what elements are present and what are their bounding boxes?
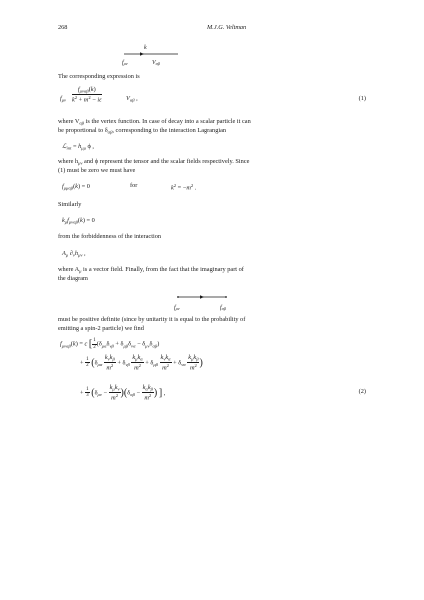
text-line-1: The corresponding expression is xyxy=(58,73,140,80)
vertex-label-right: fαβ xyxy=(220,305,226,312)
equation-number-1: (1) xyxy=(358,95,366,102)
text-line-9: must be positive definite (since by unitarity it is equal to the probability of xyxy=(58,316,246,323)
text-line-7: where $A_\mu$ is a vector field. Finally, from the fact that the imaginary part of xyxy=(58,266,244,274)
text-line-10: emitting a spin-2 particle) we find xyxy=(58,325,144,332)
text-line-5: (1) must be zero we must have xyxy=(58,167,136,174)
eq1-fraction: $\frac{f_{\mu\nu\alpha\beta}(k)}{k^2 + m^2 - i\varepsilon}$ xyxy=(72,86,102,104)
field-label-right: Vαβ xyxy=(152,60,160,67)
equation-1 xyxy=(60,86,366,112)
running-title: M.J.G. Veltman xyxy=(207,24,247,31)
interaction-equation: $A_\mu$ $\partial_\nu h_{\mu\nu}$ , xyxy=(62,250,86,258)
eq1-lhs: $f_{\mu\nu}$ xyxy=(60,95,67,103)
propagator-arrow-icon xyxy=(200,295,204,299)
momentum-arrow-icon xyxy=(140,52,144,56)
lagrangian-equation: ℒ$_{int}$ = $h_{\mu\mu}$ ϕ , xyxy=(62,143,94,151)
constraint-equation-2: $k_\mu f_{\mu\nu\alpha\beta}(k) = 0$ xyxy=(62,217,95,225)
text-line-4: where $h_{\mu\nu}$ and ϕ represent the tensor and the scalar fields respectively. Since xyxy=(58,158,250,166)
eq2-line-1: $f_{\mu\nu\alpha\beta}(k) = c$ [ $\frac{1}{2}$ $(\delta_{\mu\alpha}\delta_{\nu\beta} + \delta_{\mu\beta}\delta_{\nu\alpha} - \delta_{\mu\nu}\delta_{\alpha\beta})$ xyxy=(60,338,160,350)
eq2-line-2: + $\frac{1}{2}$ ($\delta_{\mu\alpha}$ $\frac{k_\nu k_\beta}{m^2}$ + $\delta_{\nu\beta}$ $\frac{k_\mu k_\alpha}{m^2}$ + $\delta_{\mu\beta}$ $\frac{k_\nu k_\alpha}{m^2}$ + $\delta_{\nu\alpha}$ $\frac{k_\mu k_\beta}{m^2}$ ) xyxy=(80,354,203,372)
text-line-2: where $V_{\alpha\beta}$ is the vertex function. In case of decay into a scalar particle it can xyxy=(58,118,251,126)
momentum-label: k xyxy=(144,45,147,51)
vertex-label-left: fμν xyxy=(174,305,180,312)
feynman-diagram-1 xyxy=(120,42,190,72)
constraint-equation-1: $f_{\mu\mu\alpha\beta}(k) = 0$ xyxy=(62,183,90,191)
equation-number-2: (2) xyxy=(358,388,366,395)
text-line-6: from the forbiddenness of the interaction xyxy=(58,233,161,240)
mass-shell-condition: $k^2 = -m^2$ . xyxy=(171,183,197,192)
feynman-diagram-2 xyxy=(170,287,240,315)
text-line-8: the diagram xyxy=(58,275,88,282)
eq2-line-3: + $\frac{1}{3}$ ($\delta_{\mu\nu}$ − $\frac{k_\mu k_\nu}{m^2}$ )($\delta_{\alpha\beta}$ − $\frac{k_\alpha k_\beta}{m^2}$ ) ] , xyxy=(80,384,166,402)
text-line-3: be proportional to $\delta_{\alpha\beta}$, corresponding to the interaction Lagrangian xyxy=(58,127,227,135)
equation-2 xyxy=(60,336,366,410)
for-word: for xyxy=(130,182,138,189)
page-number: 268 xyxy=(58,24,68,31)
field-label-left: fμν xyxy=(122,60,128,67)
text-similarly: Similarly xyxy=(58,201,82,208)
eq1-vertex: $V_{\alpha\beta}$ , xyxy=(126,95,138,103)
